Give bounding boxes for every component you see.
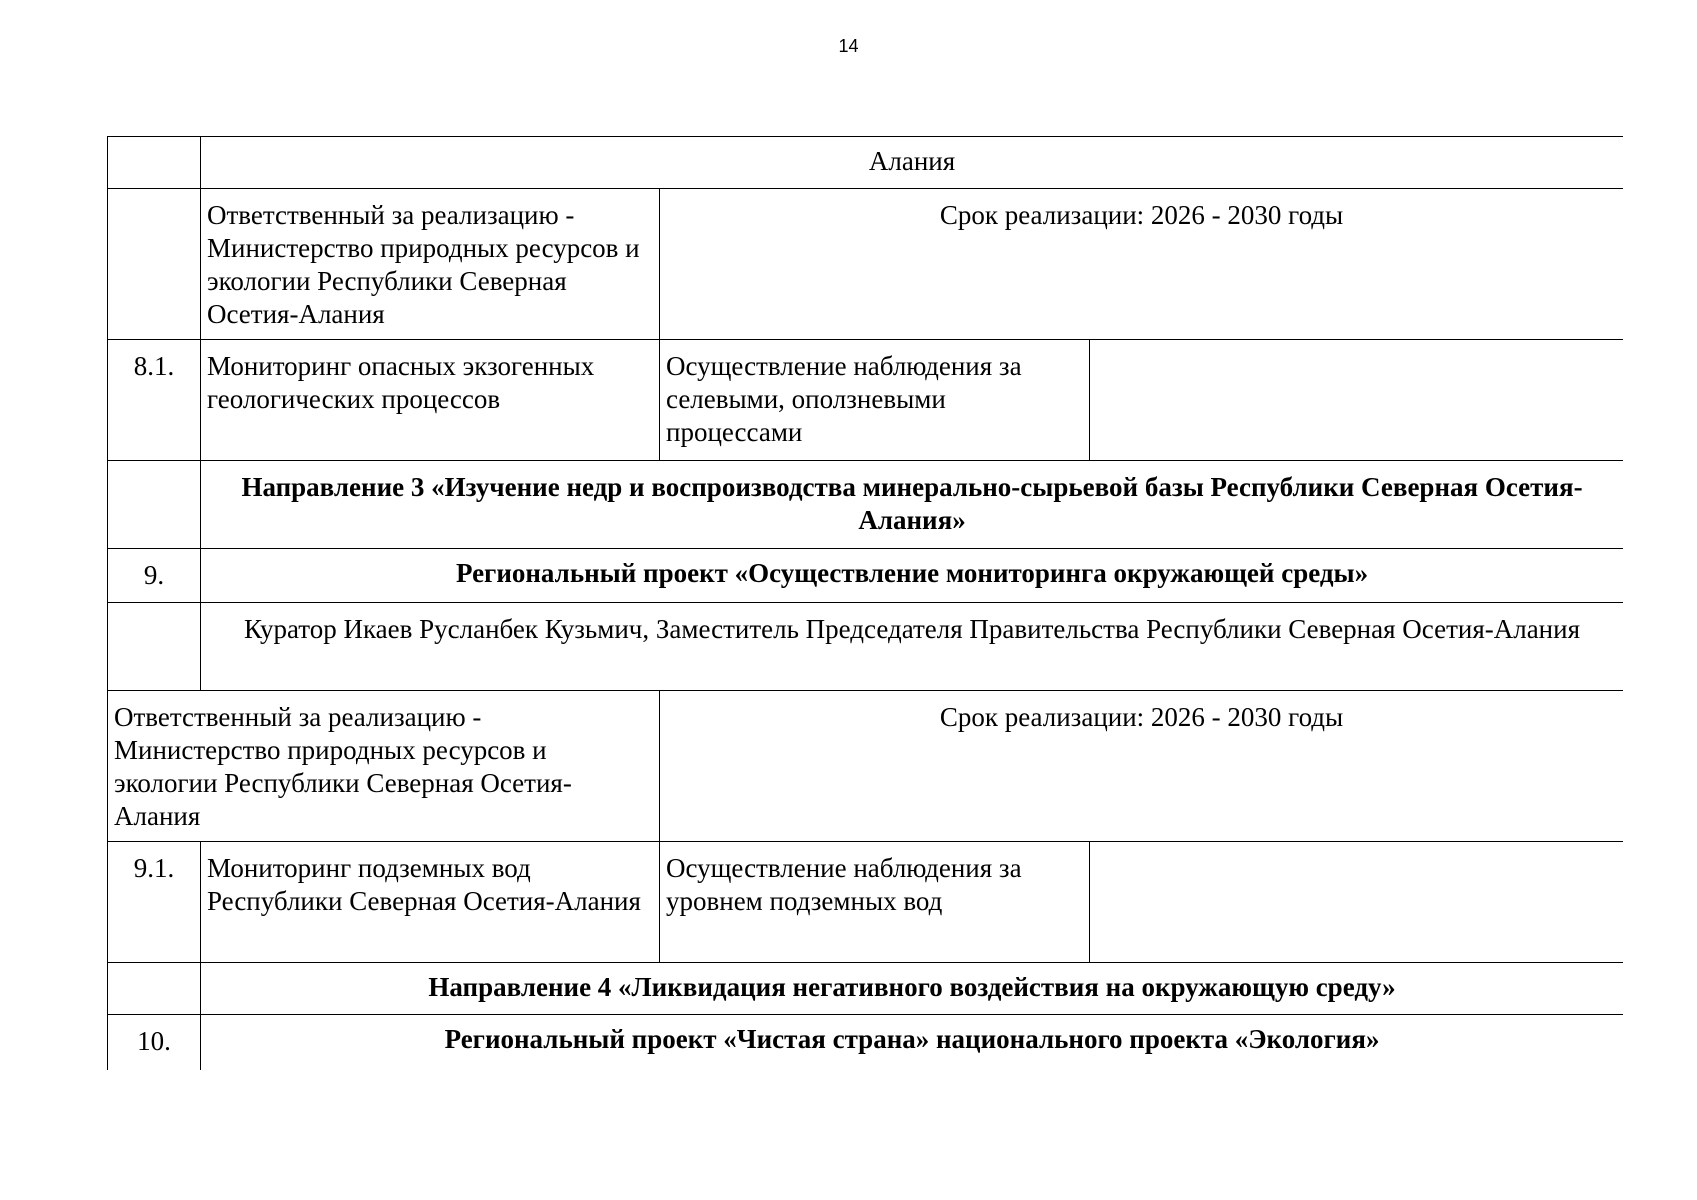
number-cell [108,963,201,1015]
number-cell [108,137,201,189]
number-cell: 9. [108,549,201,603]
page-number: 14 [838,36,859,56]
table-row [108,549,1624,603]
responsible-cell: Ответственный за реализацию - Министерство природных ресурсов и экологии Республики Северная Осетия-Алания [201,189,660,340]
project-heading: Региональный проект «Осуществление мониторинга окружающей среды» [201,549,1624,603]
direction-heading: Направление 4 «Ликвидация негативного воздействия на окружающую среду» [201,963,1624,1015]
direction-heading: Направление 3 «Изучение недр и воспроизводства минерально-сырьевой базы Республики Северная Осетия-Алания» [201,461,1624,549]
curator-cell: Куратор Икаев Русланбек Кузьмич, Заместитель Председателя Правительства Республики Северная Осетия-Алания [201,603,1624,691]
term-cell: Срок реализации: 2026 - 2030 годы [660,189,1624,340]
empty-cell [1090,842,1624,963]
table-row [108,842,1624,963]
measure-description-cell: Осуществление наблюдения за уровнем подземных вод [660,842,1090,963]
number-cell: 9.1. [108,842,201,963]
number-cell [108,189,201,340]
table-row [108,340,1624,461]
table-row [108,691,1624,842]
table-row [108,963,1624,1015]
number-cell: 10. [108,1015,201,1071]
document-body [107,136,1623,1070]
term-cell: Срок реализации: 2026 - 2030 годы [660,691,1624,842]
measures-table [107,136,1623,1070]
continued-text-cell: Алания [201,137,1624,189]
table-row [108,1015,1624,1071]
number-cell [108,461,201,549]
table-row [108,137,1624,189]
empty-cell [1090,340,1624,461]
number-cell: 8.1. [108,340,201,461]
responsible-cell: Ответственный за реализацию - Министерство природных ресурсов и экологии Республики Северная Осетия-Алания [108,691,660,842]
project-heading: Региональный проект «Чистая страна» национального проекта «Экология» [201,1015,1624,1071]
table-row [108,603,1624,691]
measure-name-cell: Мониторинг подземных вод Республики Северная Осетия-Алания [201,842,660,963]
table-row [108,461,1624,549]
measure-name-cell: Мониторинг опасных экзогенных геологических процессов [201,340,660,461]
table-row [108,189,1624,340]
number-cell [108,603,201,691]
measure-description-cell: Осуществление наблюдения за селевыми, оползневыми процессами [660,340,1090,461]
